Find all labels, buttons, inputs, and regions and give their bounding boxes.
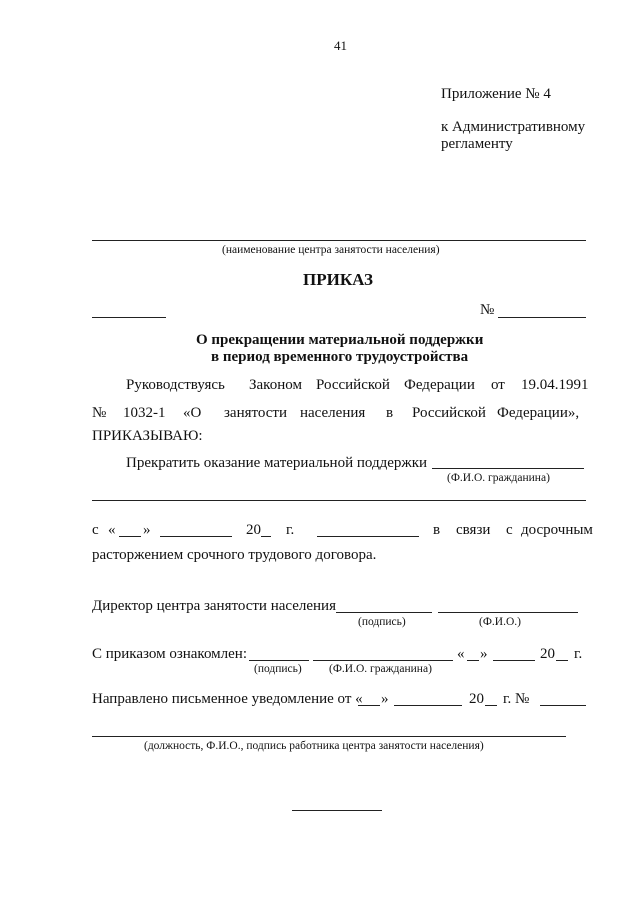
reason-word: в [433, 522, 441, 538]
director-signature-caption: (подпись) [358, 616, 406, 628]
notice-label: Направлено письменное уведомление от « [92, 691, 363, 707]
day-line [358, 705, 380, 706]
acquainted-label: С приказом ознакомлен: [92, 646, 248, 662]
closing-rule [292, 810, 382, 811]
acquainted-signature-caption: (подпись) [254, 663, 302, 675]
org-name-caption: (наименование центра занятости населения) [222, 244, 440, 256]
quote-open: « [108, 522, 116, 538]
appendix-line-2: регламенту [441, 136, 513, 152]
order-word: ПРИКАЗЫВАЮ: [92, 428, 203, 444]
basis-word: Российской [412, 405, 486, 421]
basis-word: занятости [224, 405, 287, 421]
year-line [485, 705, 497, 706]
notice-number-label: г. № [503, 691, 530, 707]
basis-word: в [386, 405, 394, 421]
date-from: с [92, 522, 99, 538]
basis-word: «О [183, 405, 202, 421]
year-suffix: г. [286, 522, 295, 538]
quote-close: » [143, 522, 151, 538]
year-prefix: 20 [246, 522, 261, 538]
basis-word: Федерации», [497, 405, 580, 421]
order-number-line [498, 317, 586, 318]
order-date-line [92, 317, 166, 318]
appendix-line-1: к Административному [441, 119, 586, 135]
citizen-name-caption: (Ф.И.О. гражданина) [447, 472, 550, 484]
basis-word: 19.04.1991 [521, 377, 589, 393]
reason-word: с [506, 522, 513, 538]
basis-word: Руководствуясь [126, 377, 225, 393]
year-line [556, 660, 568, 661]
acquainted-name-caption: (Ф.И.О. гражданина) [329, 663, 432, 675]
reason-word: досрочным [521, 522, 593, 538]
basis-word: от [491, 377, 505, 393]
director-label: Директор центра занятости населения [92, 598, 336, 614]
stop-support-text: Прекратить оказание материальной поддержки [126, 455, 428, 471]
month-line [160, 536, 232, 537]
notice-number-line [540, 705, 586, 706]
basis-word: Федерации [404, 377, 475, 393]
reason-line-2: расторжением срочного трудового договора. [92, 547, 377, 563]
quote-open: « [457, 646, 465, 662]
day-line [467, 660, 479, 661]
employee-signature-line [92, 736, 566, 737]
director-signature-line [336, 612, 432, 613]
document-title: ПРИКАЗ [303, 270, 373, 289]
year-suffix: г. [574, 646, 583, 662]
year-prefix: 20 [469, 691, 484, 707]
basis-word: 1032-1 [123, 405, 166, 421]
employee-caption: (должность, Ф.И.О., подпись работника центра занятости населения) [144, 740, 484, 752]
year-prefix: 20 [540, 646, 555, 662]
citizen-name-line-continued [92, 500, 586, 501]
director-name-line [438, 612, 578, 613]
quote-close: » [480, 646, 488, 662]
month-line [394, 705, 462, 706]
day-line [119, 536, 141, 537]
basis-word: № [92, 405, 107, 421]
date-extra-line [317, 536, 419, 537]
subject-line-2: в период временного трудоустройства [211, 349, 469, 365]
director-name-caption: (Ф.И.О.) [479, 616, 521, 628]
reason-word: связи [456, 522, 491, 538]
subject-line-1: О прекращении материальной поддержки [196, 332, 484, 348]
acquainted-signature-line [249, 660, 309, 661]
acquainted-name-line [313, 660, 453, 661]
quote-close: » [381, 691, 389, 707]
appendix-title: Приложение № 4 [441, 86, 551, 102]
number-sign: № [480, 302, 495, 318]
basis-word: населения [300, 405, 366, 421]
month-line [493, 660, 535, 661]
page-number: 41 [334, 38, 347, 53]
citizen-name-line [432, 468, 584, 469]
org-name-line [92, 240, 586, 241]
year-line [261, 536, 271, 537]
basis-word: Российской [316, 377, 390, 393]
basis-word: Законом [249, 377, 302, 393]
